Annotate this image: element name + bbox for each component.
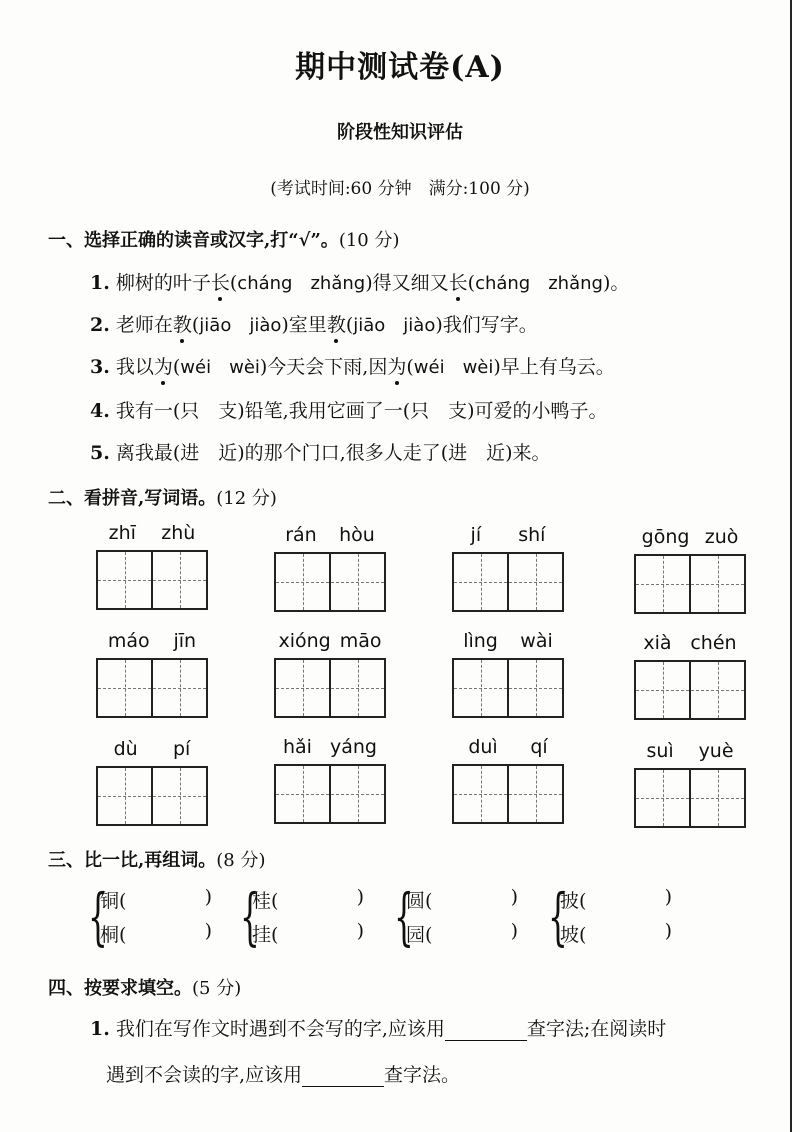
pinyin-word-box (634, 740, 746, 828)
writing-grid[interactable] (452, 658, 564, 718)
writing-grid[interactable] (274, 658, 386, 718)
pinyin-label (274, 630, 386, 658)
dotted-char: 为 (154, 352, 173, 379)
bracket[interactable]: ) (356, 920, 364, 942)
section-2-title: 二、看拼音,写词语。 (48, 488, 217, 509)
pinyin-syllable: xióng (278, 630, 331, 652)
question-text: )今天会下雨,因 (259, 356, 388, 378)
pinyin-option[interactable]: cháng (237, 273, 293, 294)
question-text: )室里 (281, 314, 327, 336)
section-4-heading (48, 974, 241, 1000)
pinyin-option[interactable]: jiào (249, 315, 282, 336)
bracket: ( (172, 356, 181, 378)
bracket[interactable]: ) (664, 920, 672, 942)
page-spine-line (790, 0, 792, 1132)
pinyin-syllable: zhù (161, 522, 196, 544)
question-text: )早上有乌云。 (493, 356, 615, 378)
brace-icon: { (88, 880, 108, 953)
question-text: 老师在 (115, 314, 173, 336)
question-number: 4. (90, 400, 110, 422)
pinyin-option[interactable]: wéi (413, 357, 445, 378)
pinyin-option[interactable]: wèi (229, 357, 260, 378)
pinyin-label (274, 736, 386, 764)
pinyin-word-box (274, 524, 386, 612)
pinyin-syllable: rán (285, 524, 317, 546)
compare-group (548, 880, 678, 953)
pinyin-syllable: māo (339, 630, 382, 652)
pinyin-label (634, 632, 746, 660)
question-number: 1. (90, 1018, 110, 1040)
pinyin-option[interactable]: jiāo (353, 315, 386, 336)
pinyin-syllable: jí (470, 524, 482, 546)
pinyin-option[interactable]: zhǎng (548, 273, 603, 294)
compare-group (394, 880, 524, 953)
question-1-1 (90, 268, 629, 295)
pinyin-option[interactable]: zhǎng (310, 273, 366, 294)
pinyin-syllable: zuò (704, 526, 739, 548)
pinyin-word-box (452, 524, 564, 612)
writing-grid[interactable] (634, 660, 746, 720)
pinyin-label (96, 522, 208, 550)
question-text: )我们写字。 (435, 314, 538, 336)
question-1-2 (90, 310, 538, 337)
pinyin-syllable: hòu (339, 524, 375, 546)
fill-blank[interactable] (302, 1068, 384, 1087)
bracket[interactable]: ) (664, 886, 672, 908)
pinyin-syllable: zhī (108, 522, 136, 544)
compare-char: 挂( (252, 924, 279, 946)
question-number: 5. (90, 442, 110, 464)
bracket[interactable]: ) (510, 886, 518, 908)
pinyin-syllable: yuè (698, 740, 734, 762)
bracket: ( (406, 356, 414, 378)
question-text: 我们在写作文时遇到不会写的字,应该用 (115, 1018, 445, 1040)
question-text: 离我最(进 近)的那个门口,很多人走了(进 近)来。 (115, 442, 551, 464)
compare-char: 披( (560, 890, 587, 912)
question-text: )得又细又 (365, 272, 449, 294)
bracket: ( (229, 272, 238, 294)
section-1-title: 一、选择正确的读音或汉字,打“√”。 (48, 230, 339, 251)
question-4-1-line-1 (90, 1014, 666, 1041)
section-3-points: (8 分) (216, 850, 266, 871)
brace-icon: { (548, 880, 568, 953)
section-1-heading (48, 226, 399, 252)
pinyin-label (96, 738, 208, 766)
compare-char: 桐( (100, 924, 127, 946)
question-text: 我以 (115, 356, 154, 378)
pinyin-word-box (274, 736, 386, 824)
pinyin-option[interactable]: jiāo (199, 315, 232, 336)
section-3-title: 三、比一比,再组词。 (48, 850, 217, 871)
pinyin-word-box (452, 736, 564, 824)
section-2-heading (48, 484, 277, 510)
pinyin-syllable: xià (643, 632, 672, 654)
pinyin-syllable: chén (690, 632, 737, 654)
pinyin-option[interactable]: cháng (475, 273, 531, 294)
writing-grid[interactable] (634, 554, 746, 614)
pinyin-label (452, 630, 564, 658)
question-text: 查字法;在阅读时 (526, 1018, 667, 1040)
dotted-char: 教 (173, 310, 192, 337)
pinyin-word-box (96, 522, 208, 610)
pinyin-word-box (274, 630, 386, 718)
section-3-heading (48, 846, 266, 872)
dotted-char: 长 (211, 268, 230, 295)
pinyin-syllable: máo (107, 630, 150, 652)
pinyin-syllable: yáng (329, 736, 377, 758)
pinyin-syllable: hǎi (283, 736, 312, 758)
brace-icon: { (240, 880, 260, 953)
pinyin-syllable: duì (468, 736, 498, 758)
compare-char: 坡( (560, 924, 587, 946)
pinyin-label (96, 630, 208, 658)
question-text: )。 (602, 272, 630, 294)
pinyin-option[interactable]: wéi (180, 357, 212, 378)
pinyin-option[interactable]: jiào (403, 315, 436, 336)
section-1-points: (10 分) (338, 230, 400, 251)
writing-grid[interactable] (274, 552, 386, 612)
bracket[interactable]: ) (204, 920, 212, 942)
writing-grid[interactable] (96, 766, 208, 826)
pinyin-word-box (634, 632, 746, 720)
pinyin-label (452, 736, 564, 764)
section-4-title: 四、按要求填空。 (48, 978, 192, 999)
pinyin-word-box (96, 630, 208, 718)
writing-grid[interactable] (452, 552, 564, 612)
writing-grid[interactable] (96, 658, 208, 718)
question-1-3 (90, 352, 615, 379)
question-1-5 (90, 438, 551, 465)
pinyin-syllable: pí (173, 738, 191, 760)
bracket: ( (345, 314, 354, 336)
pinyin-label (634, 526, 746, 554)
compare-char: 圆( (406, 890, 433, 912)
page-subtitle: 阶段性知识评估 (337, 122, 463, 143)
question-4-1-line-2 (106, 1060, 460, 1087)
bracket: ( (191, 314, 200, 336)
question-number: 1. (90, 272, 110, 294)
fill-blank[interactable] (445, 1022, 527, 1041)
compare-group (240, 880, 370, 953)
dotted-char: 长 (449, 268, 468, 295)
bracket[interactable]: ) (204, 886, 212, 908)
section-4-points: (5 分) (192, 978, 242, 999)
writing-grid[interactable] (274, 764, 386, 824)
question-number: 2. (90, 314, 110, 336)
pinyin-syllable: gōng (641, 526, 690, 548)
compare-char: 园( (406, 924, 433, 946)
section-2-points: (12 分) (216, 488, 277, 509)
pinyin-option[interactable]: wèi (462, 357, 494, 378)
question-text: 我有一(只 支)铅笔,我用它画了一(只 支)可爱的小鸭子。 (115, 400, 608, 422)
pinyin-label (634, 740, 746, 768)
pinyin-word-box (96, 738, 208, 826)
writing-grid[interactable] (452, 764, 564, 824)
pinyin-label (274, 524, 386, 552)
brace-icon: { (394, 880, 414, 953)
compare-char: 桂( (252, 890, 279, 912)
pinyin-label (452, 524, 564, 552)
pinyin-word-box (452, 630, 564, 718)
exam-meta: (考试时间:60 分钟 满分:100 分) (270, 179, 530, 199)
pinyin-word-box (634, 526, 746, 614)
pinyin-syllable: wài (520, 630, 553, 652)
pinyin-syllable: lìng (463, 630, 498, 652)
bracket[interactable]: ) (510, 920, 518, 942)
pinyin-syllable: suì (646, 740, 674, 762)
question-text: 遇到不会读的字,应该用 (106, 1064, 303, 1086)
bracket: ( (467, 272, 476, 294)
compare-char: 铜( (100, 890, 127, 912)
writing-grid[interactable] (634, 768, 746, 828)
writing-grid[interactable] (96, 550, 208, 610)
question-text: 查字法。 (384, 1064, 461, 1086)
dotted-char: 教 (327, 310, 346, 337)
question-number: 3. (90, 356, 110, 378)
pinyin-syllable: jīn (173, 630, 197, 652)
compare-group (88, 880, 218, 953)
pinyin-syllable: shí (518, 524, 546, 546)
page-title: 期中测试卷(A) (295, 50, 505, 85)
pinyin-syllable: qí (530, 736, 548, 758)
pinyin-syllable: dù (113, 738, 138, 760)
question-text: 柳树的叶子 (115, 272, 211, 294)
bracket[interactable]: ) (356, 886, 364, 908)
question-1-4 (90, 396, 608, 423)
dotted-char: 为 (387, 352, 406, 379)
